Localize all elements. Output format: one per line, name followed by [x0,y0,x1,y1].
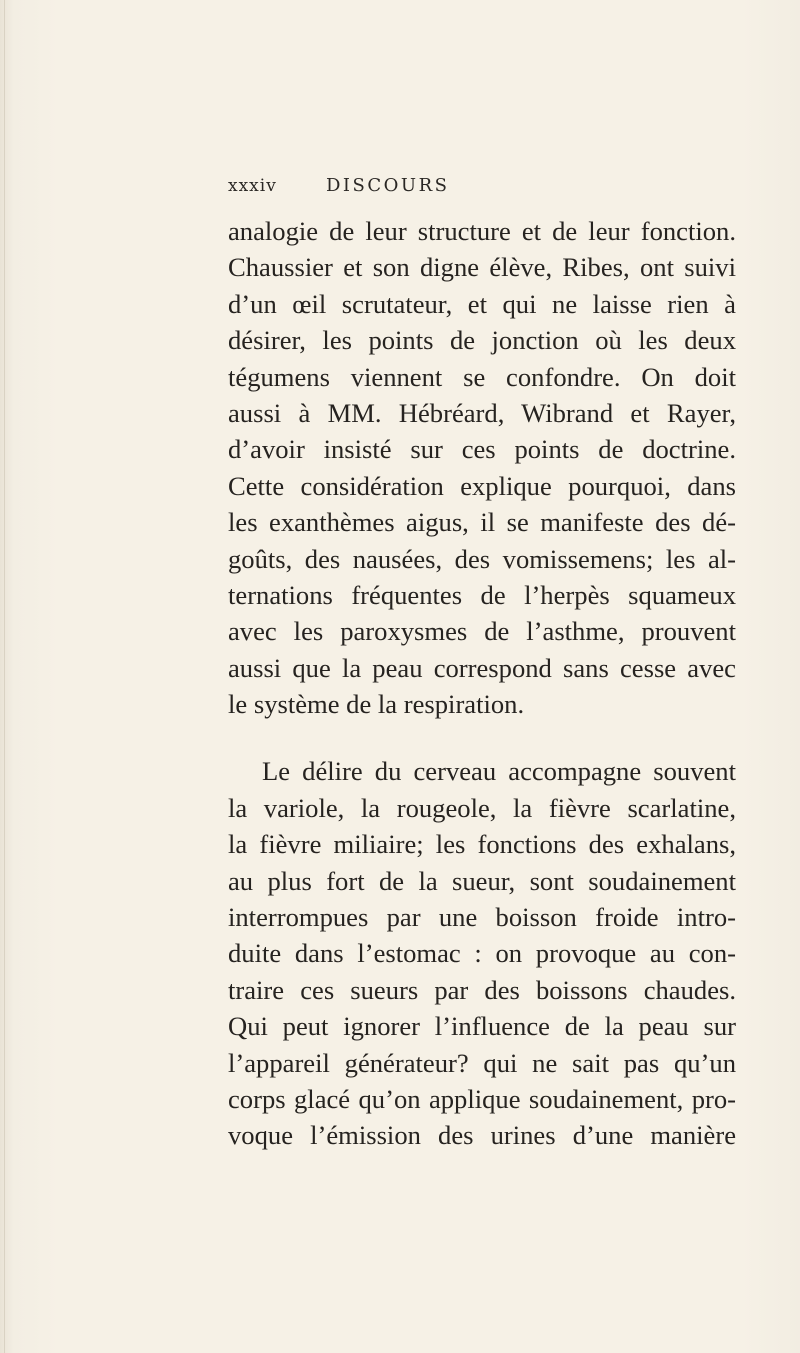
text-line: la variole, la rougeole, la fièvre scarlatine, [228,792,736,823]
text-line: la fièvre miliaire; les fonctions des exhalans, [228,829,736,860]
body-text [228,213,736,1154]
text-line: aussi à MM. Hébréard, Wibrand et Rayer, [228,397,736,428]
text-line: corps glacé qu’on applique soudainement, pro- [228,1083,736,1114]
text-line: au plus fort de la sueur, sont soudainement [228,865,736,896]
page-number: xxxiv [228,176,277,196]
text-line: d’un œil scrutateur, et qui ne laisse rien à [228,288,736,319]
text-line: analogie de leur structure et de leur fonction. [228,216,736,246]
text-line: avec les paroxysmes de l’asthme, prouvent [228,616,736,647]
text-line: Le délire du cerveau accompagne souvent [262,756,736,787]
text-line: d’avoir insisté sur ces points de doctrine. [228,434,736,465]
text-line: goûts, des nausées, des vomissemens; les al- [228,543,736,574]
text-line: Qui peut ignorer l’influence de la peau sur [228,1011,736,1042]
paragraph-break [228,722,736,753]
text-line: Cette considération explique pourquoi, dans [228,470,736,501]
page-header [228,176,568,206]
text-line: traire ces sueurs par des boissons chaudes. [228,974,736,1005]
text-line: l’appareil générateur? qui ne sait pas qu’un [228,1047,736,1078]
text-line: aussi que la peau correspond sans cesse avec [228,652,736,683]
text-line: le système de la respiration. [228,689,525,720]
page-gutter-edge [4,0,5,1353]
text-line: duite dans l’estomac : on provoque au con- [228,938,736,969]
text-line: interrompues par une boisson froide intro- [228,902,736,933]
text-line: ternations fréquentes de l’herpès squameux [228,579,736,610]
text-line: tégumens viennent se confondre. On doit [228,361,736,392]
text-line: voque l’émission des urines d’une manière [228,1120,736,1151]
text-line: Chaussier et son digne élève, Ribes, ont suivi [228,252,736,283]
text-line: désirer, les points de jonction où les deux [228,325,736,356]
text-line: les exanthèmes aigus, il se manifeste des dé- [228,507,736,538]
running-title: DISCOURS [326,175,450,196]
